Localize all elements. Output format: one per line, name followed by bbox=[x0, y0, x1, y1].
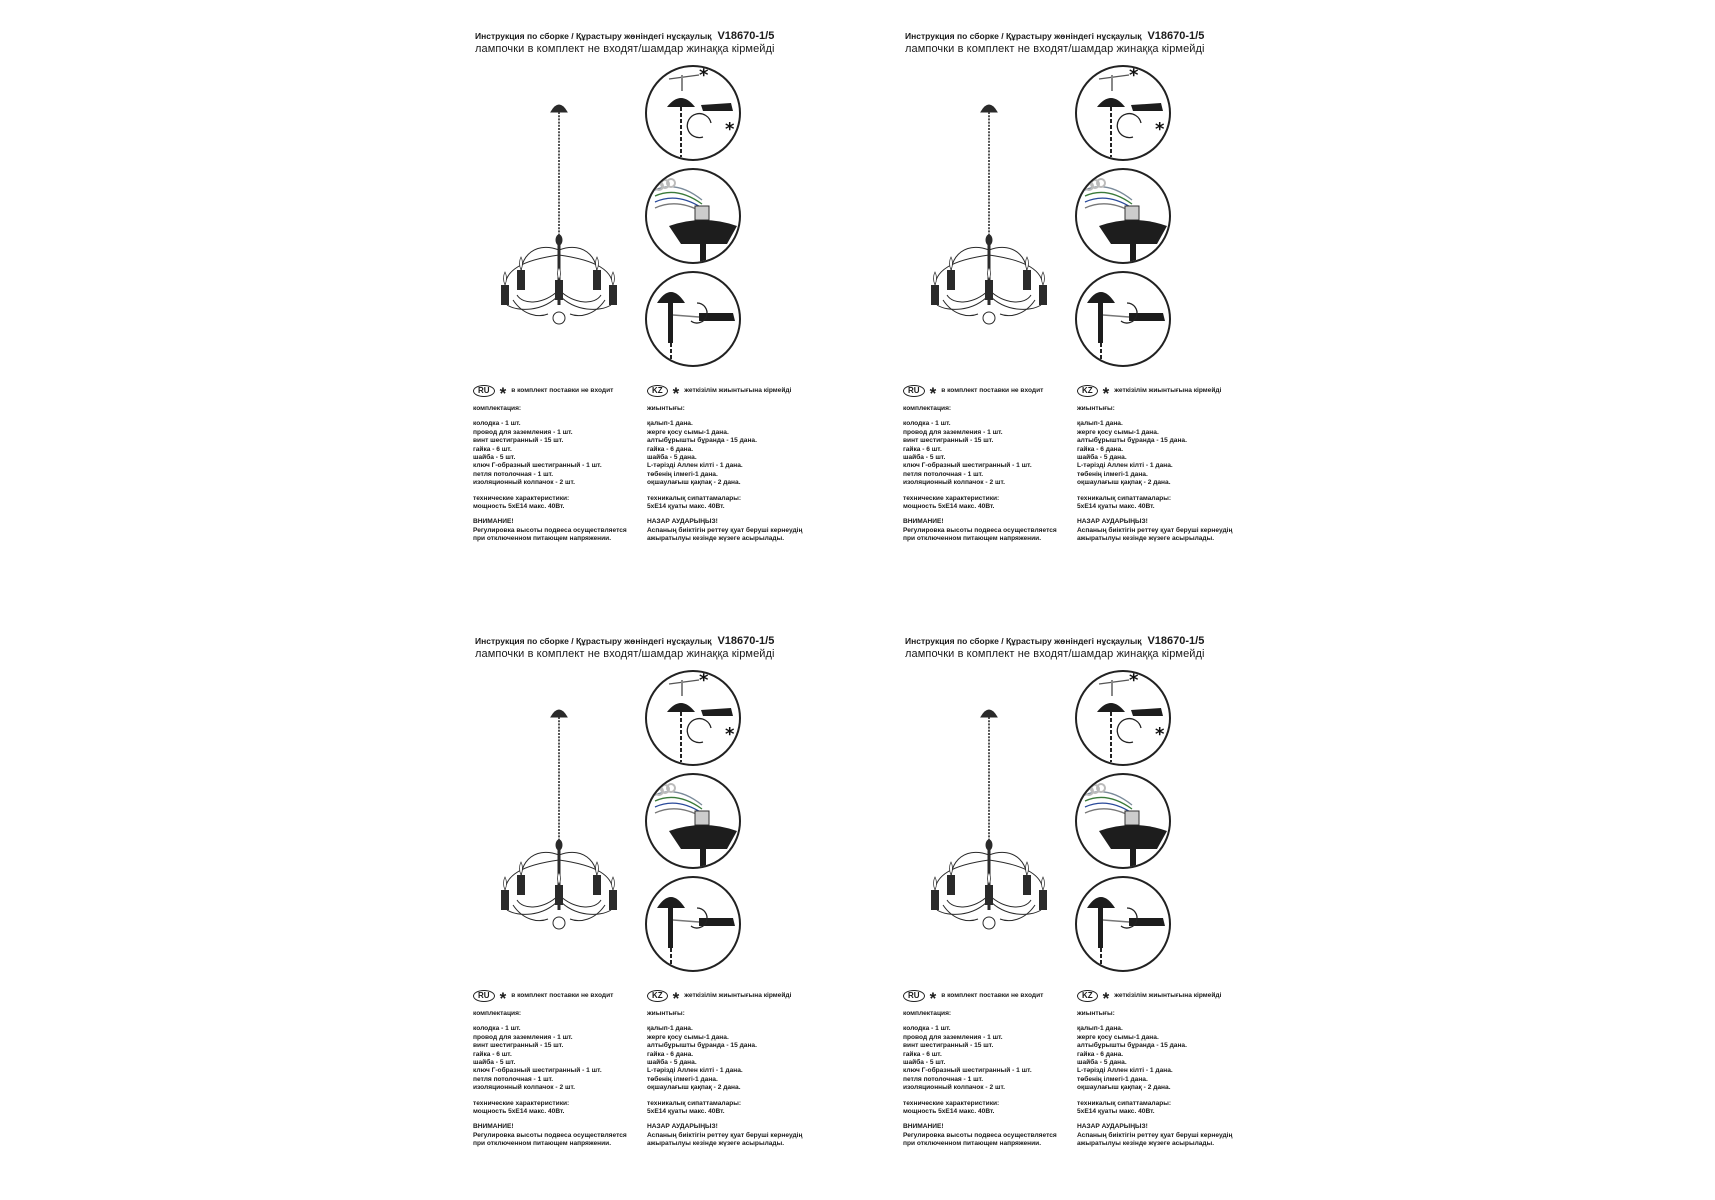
step-marker: * bbox=[725, 119, 735, 140]
ru-kit-item: гайка - 6 шт. bbox=[473, 1050, 512, 1058]
ru-specs-value: мощность 5xE14 макс. 40Вт. bbox=[473, 503, 565, 511]
kz-kit-item: гайка - 6 дана. bbox=[647, 1050, 694, 1058]
ru-badge: RU bbox=[903, 990, 925, 1002]
kz-badge: KZ bbox=[647, 990, 668, 1002]
ru-warning-label: ВНИМАНИЕ! bbox=[473, 518, 514, 526]
title-text: Инструкция по сборке / Құрастыру жөніндегі нұсқаулық bbox=[905, 636, 1142, 646]
ru-section bbox=[903, 989, 1073, 1149]
kz-kit-item: гайка - 6 дана. bbox=[1077, 1050, 1124, 1058]
kz-kit-item: қалып-1 дана. bbox=[647, 420, 693, 428]
kz-legend: жеткізілім жиынтығына кірмейді bbox=[684, 386, 792, 394]
ru-kit-item: шайба - 5 шт. bbox=[473, 1059, 516, 1067]
kz-specs-label: техникалық сипаттамалары: bbox=[647, 1099, 742, 1107]
kz-badge: KZ bbox=[647, 385, 668, 397]
sheet-subtitle: лампочки в комплект не входят/шамдар жинаққа кірмейді bbox=[475, 648, 775, 660]
ru-kit-label: комплектация: bbox=[473, 405, 522, 412]
ru-kit-item: петля потолочная - 1 шт. bbox=[473, 1075, 554, 1083]
step-1-mounting-diagram bbox=[1075, 65, 1171, 161]
sheet-title bbox=[475, 30, 774, 42]
ru-section bbox=[473, 384, 643, 544]
ru-section bbox=[473, 989, 643, 1149]
ru-badge: RU bbox=[903, 385, 925, 397]
step-2-wiring-diagram bbox=[645, 773, 741, 869]
sheet-subtitle: лампочки в комплект не входят/шамдар жинаққа кірмейді bbox=[905, 648, 1205, 660]
kz-warning-label: НАЗАР АУДАРЫҢЫЗ! bbox=[647, 518, 718, 526]
ru-kit-list bbox=[903, 420, 1073, 487]
ru-warning-label: ВНИМАНИЕ! bbox=[903, 518, 944, 526]
step-3-assembly-diagram bbox=[1075, 271, 1171, 367]
kz-kit-label: жиынтығы: bbox=[1077, 405, 1115, 412]
ru-kit-item: шайба - 5 шт. bbox=[473, 454, 516, 462]
step-marker: * bbox=[725, 724, 735, 745]
ru-specs-value: мощность 5xE14 макс. 40Вт. bbox=[903, 1108, 995, 1116]
ru-legend: в комплект поставки не входит bbox=[941, 386, 1044, 394]
ru-specs-value: мощность 5xE14 макс. 40Вт. bbox=[903, 503, 995, 511]
asterisk-icon: * bbox=[929, 384, 937, 403]
title-text: Инструкция по сборке / Құрастыру жөніндегі нұсқаулық bbox=[475, 31, 712, 41]
ru-kit-item: петля потолочная - 1 шт. bbox=[903, 470, 984, 478]
ru-specs-label: технические характеристики: bbox=[473, 1099, 570, 1107]
kz-kit-item: алтыбұрышты бұранда - 15 дана. bbox=[647, 437, 757, 445]
kz-kit-item: төбенің ілмегі-1 дана. bbox=[647, 1075, 718, 1083]
ru-warning-label: ВНИМАНИЕ! bbox=[903, 1123, 944, 1131]
instruction-sheet bbox=[885, 20, 1325, 560]
chandelier-illustration bbox=[923, 695, 1055, 965]
step-3-assembly-diagram bbox=[1075, 876, 1171, 972]
kz-kit-label: жиынтығы: bbox=[647, 405, 685, 412]
kz-kit-item: оқшаулағыш қақпақ - 2 дана. bbox=[647, 479, 741, 487]
kz-warning-label: НАЗАР АУДАРЫҢЫЗ! bbox=[647, 1123, 718, 1131]
asterisk-icon: * bbox=[1102, 384, 1110, 403]
kz-kit-item: алтыбұрышты бұранда - 15 дана. bbox=[1077, 1042, 1187, 1050]
kz-specs-value: 5xE14 қуаты макс. 40Вт. bbox=[1077, 1108, 1155, 1116]
kz-specs-label: техникалық сипаттамалары: bbox=[1077, 494, 1172, 502]
ru-warning-line: при отключенном питающем напряжении. bbox=[903, 535, 1042, 543]
kz-kit-list bbox=[1077, 1025, 1247, 1092]
kz-legend: жеткізілім жиынтығына кірмейді bbox=[1114, 386, 1222, 394]
ru-kit-item: ключ Г-образный шестигранный - 1 шт. bbox=[903, 462, 1032, 470]
step-1-mounting-diagram bbox=[645, 65, 741, 161]
kz-kit-item: алтыбұрышты бұранда - 15 дана. bbox=[647, 1042, 757, 1050]
ru-kit-item: гайка - 6 шт. bbox=[473, 445, 512, 453]
ru-specs-label: технические характеристики: bbox=[473, 494, 570, 502]
kz-kit-item: шайба - 5 дана. bbox=[647, 1059, 697, 1067]
kz-kit-label: жиынтығы: bbox=[647, 1010, 685, 1017]
instruction-sheet bbox=[455, 20, 895, 560]
ru-warning-line: Регулировка высоты подвеса осуществляется bbox=[473, 1131, 627, 1139]
kz-warning-label: НАЗАР АУДАРЫҢЫЗ! bbox=[1077, 518, 1148, 526]
instruction-sheet bbox=[455, 625, 895, 1165]
ru-kit-item: колодка - 1 шт. bbox=[473, 420, 521, 428]
title-text: Инструкция по сборке / Құрастыру жөніндегі нұсқаулық bbox=[905, 31, 1142, 41]
kz-kit-item: L-тәрізді Аллен кілті - 1 дана. bbox=[647, 462, 743, 470]
asterisk-icon: * bbox=[672, 384, 680, 403]
kz-kit-item: оқшаулағыш қақпақ - 2 дана. bbox=[647, 1084, 741, 1092]
kz-kit-item: гайка - 6 дана. bbox=[1077, 445, 1124, 453]
ru-warning-line: при отключенном питающем напряжении. bbox=[473, 535, 612, 543]
ru-kit-item: провод для заземления - 1 шт. bbox=[473, 428, 573, 436]
kz-kit-item: жерге қосу сымы-1 дана. bbox=[1077, 428, 1159, 436]
asterisk-icon: * bbox=[1102, 989, 1110, 1008]
kz-kit-item: оқшаулағыш қақпақ - 2 дана. bbox=[1077, 1084, 1171, 1092]
ru-specs-label: технические характеристики: bbox=[903, 1099, 1000, 1107]
kz-kit-item: шайба - 5 дана. bbox=[1077, 454, 1127, 462]
kz-kit-item: қалып-1 дана. bbox=[647, 1025, 693, 1033]
kz-legend: жеткізілім жиынтығына кірмейді bbox=[684, 991, 792, 999]
kz-section bbox=[1077, 989, 1247, 1149]
kz-warning-line: Аспаның биіктігін реттеу қуат беруші кернеудің bbox=[1077, 1131, 1233, 1139]
step-1-mounting-diagram bbox=[645, 670, 741, 766]
kz-warning-line: ажыратылуы кезінде жүзеге асырылады. bbox=[647, 535, 785, 543]
step-marker: * bbox=[699, 672, 709, 691]
kz-warning-line: Аспаның биіктігін реттеу қуат беруші кернеудің bbox=[647, 526, 803, 534]
ru-kit-item: ключ Г-образный шестигранный - 1 шт. bbox=[473, 1067, 602, 1075]
sheet-title bbox=[905, 635, 1204, 647]
ru-kit-item: винт шестигранный - 15 шт. bbox=[903, 1042, 994, 1050]
kz-kit-item: L-тәрізді Аллен кілті - 1 дана. bbox=[647, 1067, 743, 1075]
kz-kit-item: жерге қосу сымы-1 дана. bbox=[647, 1033, 729, 1041]
kz-kit-list bbox=[1077, 420, 1247, 487]
kz-section bbox=[647, 384, 817, 544]
kz-kit-list bbox=[647, 420, 817, 487]
ru-kit-item: петля потолочная - 1 шт. bbox=[903, 1075, 984, 1083]
ru-kit-item: гайка - 6 шт. bbox=[903, 1050, 942, 1058]
ru-kit-item: провод для заземления - 1 шт. bbox=[903, 428, 1003, 436]
step-marker: * bbox=[1155, 119, 1165, 140]
ru-legend: в комплект поставки не входит bbox=[511, 991, 614, 999]
kz-specs-value: 5xE14 қуаты макс. 40Вт. bbox=[647, 503, 725, 511]
model-number: V18670-1/5 bbox=[717, 30, 775, 42]
ru-kit-item: колодка - 1 шт. bbox=[903, 420, 951, 428]
ru-kit-item: изоляционный колпачок - 2 шт. bbox=[473, 1084, 575, 1092]
ru-kit-item: колодка - 1 шт. bbox=[473, 1025, 521, 1033]
chandelier-illustration bbox=[493, 695, 625, 965]
kz-kit-item: қалып-1 дана. bbox=[1077, 1025, 1123, 1033]
instruction-sheet bbox=[885, 625, 1325, 1165]
ru-kit-item: изоляционный колпачок - 2 шт. bbox=[903, 479, 1005, 487]
kz-warning-line: ажыратылуы кезінде жүзеге асырылады. bbox=[1077, 1140, 1215, 1148]
step-1-mounting-diagram bbox=[1075, 670, 1171, 766]
sheet-subtitle: лампочки в комплект не входят/шамдар жинаққа кірмейді bbox=[475, 43, 775, 55]
kz-section bbox=[647, 989, 817, 1149]
ru-kit-label: комплектация: bbox=[903, 1010, 952, 1017]
ru-section bbox=[903, 384, 1073, 544]
step-2-wiring-diagram bbox=[1075, 168, 1171, 264]
ru-badge: RU bbox=[473, 990, 495, 1002]
ru-kit-list bbox=[473, 1025, 643, 1092]
ru-kit-item: гайка - 6 шт. bbox=[903, 445, 942, 453]
kz-specs-value: 5xE14 қуаты макс. 40Вт. bbox=[647, 1108, 725, 1116]
ru-kit-item: винт шестигранный - 15 шт. bbox=[473, 437, 564, 445]
sheet-subtitle: лампочки в комплект не входят/шамдар жинаққа кірмейді bbox=[905, 43, 1205, 55]
kz-kit-item: оқшаулағыш қақпақ - 2 дана. bbox=[1077, 479, 1171, 487]
kz-specs-value: 5xE14 қуаты макс. 40Вт. bbox=[1077, 503, 1155, 511]
kz-kit-item: төбенің ілмегі-1 дана. bbox=[1077, 470, 1148, 478]
ru-kit-item: ключ Г-образный шестигранный - 1 шт. bbox=[903, 1067, 1032, 1075]
ru-kit-item: изоляционный колпачок - 2 шт. bbox=[903, 1084, 1005, 1092]
ru-kit-label: комплектация: bbox=[903, 405, 952, 412]
ru-legend: в комплект поставки не входит bbox=[941, 991, 1044, 999]
kz-kit-item: алтыбұрышты бұранда - 15 дана. bbox=[1077, 437, 1187, 445]
kz-kit-item: L-тәрізді Аллен кілті - 1 дана. bbox=[1077, 462, 1173, 470]
ru-warning-line: при отключенном питающем напряжении. bbox=[903, 1140, 1042, 1148]
step-marker: * bbox=[1129, 672, 1139, 691]
chandelier-illustration bbox=[923, 90, 1055, 360]
kz-badge: KZ bbox=[1077, 990, 1098, 1002]
step-3-assembly-diagram bbox=[645, 271, 741, 367]
asterisk-icon: * bbox=[929, 989, 937, 1008]
step-2-wiring-diagram bbox=[1075, 773, 1171, 869]
ru-specs-label: технические характеристики: bbox=[903, 494, 1000, 502]
ru-kit-label: комплектация: bbox=[473, 1010, 522, 1017]
ru-kit-item: провод для заземления - 1 шт. bbox=[473, 1033, 573, 1041]
ru-kit-list bbox=[903, 1025, 1073, 1092]
step-2-wiring-diagram bbox=[645, 168, 741, 264]
kz-kit-item: шайба - 5 дана. bbox=[1077, 1059, 1127, 1067]
kz-kit-label: жиынтығы: bbox=[1077, 1010, 1115, 1017]
kz-warning-line: ажыратылуы кезінде жүзеге асырылады. bbox=[647, 1140, 785, 1148]
step-marker: * bbox=[1155, 724, 1165, 745]
ru-warning-line: при отключенном питающем напряжении. bbox=[473, 1140, 612, 1148]
kz-kit-item: жерге қосу сымы-1 дана. bbox=[647, 428, 729, 436]
asterisk-icon: * bbox=[672, 989, 680, 1008]
kz-kit-item: L-тәрізді Аллен кілті - 1 дана. bbox=[1077, 1067, 1173, 1075]
ru-kit-item: ключ Г-образный шестигранный - 1 шт. bbox=[473, 462, 602, 470]
ru-kit-item: винт шестигранный - 15 шт. bbox=[903, 437, 994, 445]
kz-warning-line: ажыратылуы кезінде жүзеге асырылады. bbox=[1077, 535, 1215, 543]
kz-kit-item: гайка - 6 дана. bbox=[647, 445, 694, 453]
kz-badge: KZ bbox=[1077, 385, 1098, 397]
kz-section bbox=[1077, 384, 1247, 544]
title-text: Инструкция по сборке / Құрастыру жөніндегі нұсқаулық bbox=[475, 636, 712, 646]
ru-legend: в комплект поставки не входит bbox=[511, 386, 614, 394]
kz-specs-label: техникалық сипаттамалары: bbox=[647, 494, 742, 502]
kz-kit-item: қалып-1 дана. bbox=[1077, 420, 1123, 428]
ru-kit-item: шайба - 5 шт. bbox=[903, 1059, 946, 1067]
ru-badge: RU bbox=[473, 385, 495, 397]
ru-specs-value: мощность 5xE14 макс. 40Вт. bbox=[473, 1108, 565, 1116]
ru-kit-list bbox=[473, 420, 643, 487]
ru-kit-item: винт шестигранный - 15 шт. bbox=[473, 1042, 564, 1050]
kz-kit-item: жерге қосу сымы-1 дана. bbox=[1077, 1033, 1159, 1041]
ru-warning-line: Регулировка высоты подвеса осуществляется bbox=[903, 1131, 1057, 1139]
kz-kit-item: шайба - 5 дана. bbox=[647, 454, 697, 462]
model-number: V18670-1/5 bbox=[717, 635, 775, 647]
asterisk-icon: * bbox=[499, 989, 507, 1008]
step-marker: * bbox=[699, 67, 709, 86]
kz-kit-list bbox=[647, 1025, 817, 1092]
kz-specs-label: техникалық сипаттамалары: bbox=[1077, 1099, 1172, 1107]
kz-warning-label: НАЗАР АУДАРЫҢЫЗ! bbox=[1077, 1123, 1148, 1131]
ru-warning-line: Регулировка высоты подвеса осуществляется bbox=[903, 526, 1057, 534]
asterisk-icon: * bbox=[499, 384, 507, 403]
ru-warning-line: Регулировка высоты подвеса осуществляется bbox=[473, 526, 627, 534]
ru-kit-item: петля потолочная - 1 шт. bbox=[473, 470, 554, 478]
chandelier-illustration bbox=[493, 90, 625, 360]
ru-kit-item: провод для заземления - 1 шт. bbox=[903, 1033, 1003, 1041]
step-marker: * bbox=[1129, 67, 1139, 86]
kz-warning-line: Аспаның биіктігін реттеу қуат беруші кернеудің bbox=[1077, 526, 1233, 534]
sheet-title bbox=[475, 635, 774, 647]
ru-kit-item: колодка - 1 шт. bbox=[903, 1025, 951, 1033]
ru-warning-label: ВНИМАНИЕ! bbox=[473, 1123, 514, 1131]
ru-kit-item: изоляционный колпачок - 2 шт. bbox=[473, 479, 575, 487]
model-number: V18670-1/5 bbox=[1147, 30, 1205, 42]
kz-kit-item: төбенің ілмегі-1 дана. bbox=[1077, 1075, 1148, 1083]
model-number: V18670-1/5 bbox=[1147, 635, 1205, 647]
ru-kit-item: шайба - 5 шт. bbox=[903, 454, 946, 462]
sheet-title bbox=[905, 30, 1204, 42]
step-3-assembly-diagram bbox=[645, 876, 741, 972]
kz-warning-line: Аспаның биіктігін реттеу қуат беруші кернеудің bbox=[647, 1131, 803, 1139]
kz-legend: жеткізілім жиынтығына кірмейді bbox=[1114, 991, 1222, 999]
kz-kit-item: төбенің ілмегі-1 дана. bbox=[647, 470, 718, 478]
